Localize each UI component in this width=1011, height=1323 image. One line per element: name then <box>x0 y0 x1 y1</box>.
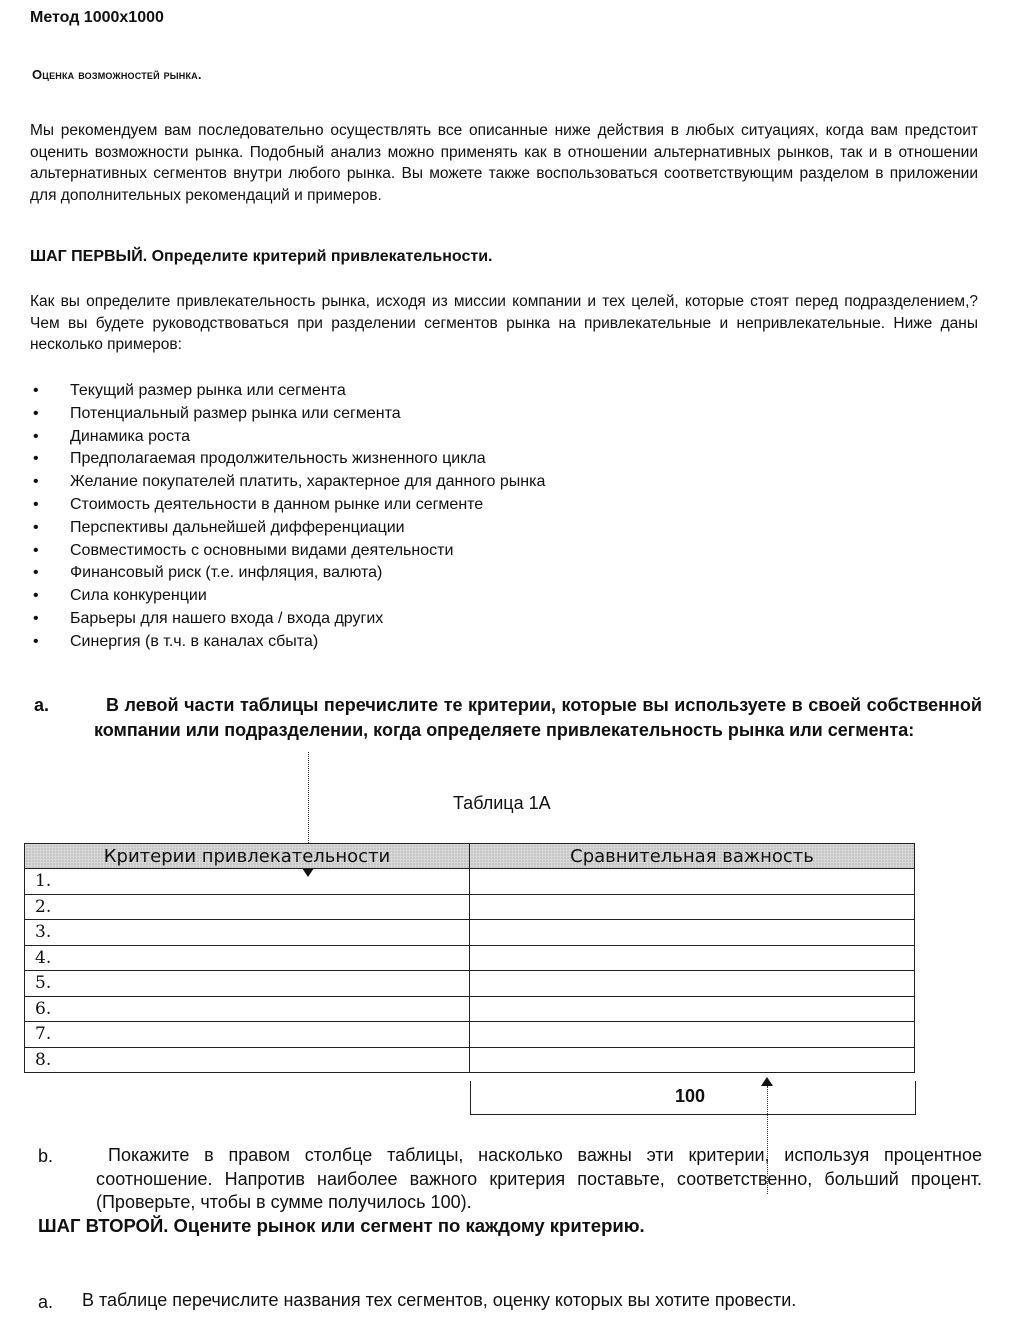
bullet-icon: • <box>33 587 39 605</box>
instruction-a-text: В левой части таблицы перечислите те критерии, которые вы используете в своей собственной компании или подразделении, когда определяете привлекательность рынка или сегмента: <box>94 695 982 740</box>
criteria-text: Сила конкуренции <box>70 587 207 605</box>
instruction-b-text: Покажите в правом столбце таблицы, насколько важны эти критерии, используя процентное соотношение. Напротив наиболее важного критерия поставьте, соответственно, больший процент. (Проверьте, чтобы в сумме получилось 100). <box>96 1145 982 1212</box>
table-row <box>25 894 915 920</box>
bullet-icon: • <box>33 495 39 513</box>
criteria-cell[interactable]: 1. <box>25 869 470 895</box>
criteria-list-item <box>30 585 545 608</box>
importance-column-header: Сравнительная важность <box>470 844 915 869</box>
bullet-icon: • <box>33 609 39 627</box>
bullet-icon: • <box>33 404 39 422</box>
table-row <box>25 920 915 946</box>
criteria-list-item <box>30 380 545 403</box>
table-header-row <box>25 844 915 869</box>
criteria-list-item <box>30 540 545 563</box>
importance-cell[interactable] <box>470 996 915 1022</box>
table-row <box>25 1022 915 1048</box>
criteria-column-header: Критерии привлекательности <box>25 844 470 869</box>
criteria-list-item <box>30 403 545 426</box>
table-row <box>25 869 915 895</box>
total-cell <box>470 1081 916 1115</box>
bullet-icon: • <box>33 450 39 468</box>
criteria-cell[interactable]: 2. <box>25 894 470 920</box>
importance-cell[interactable] <box>470 1047 915 1073</box>
criteria-list-item <box>30 631 545 654</box>
criteria-list-item <box>30 608 545 631</box>
importance-cell[interactable] <box>470 971 915 997</box>
criteria-list <box>30 380 545 654</box>
criteria-text: Потенциальный размер рынка или сегмента <box>70 404 401 422</box>
criteria-text: Текущий размер рынка или сегмента <box>70 382 346 399</box>
bullet-icon: • <box>33 382 39 399</box>
importance-cell[interactable] <box>470 945 915 971</box>
criteria-text: Желание покупателей платить, характерное для данного рынка <box>70 473 546 491</box>
criteria-text: Стоимость деятельности в данном рынке или сегменте <box>70 495 484 513</box>
importance-cell[interactable] <box>470 894 915 920</box>
criteria-cell[interactable]: 3. <box>25 920 470 946</box>
bullet-icon: • <box>33 632 39 650</box>
step-two-a-text: В таблице перечислите названия тех сегментов, оценку которых вы хотите провести. <box>82 1290 797 1310</box>
criteria-text: Динамика роста <box>70 427 190 445</box>
criteria-text: Перспективы дальнейшей дифференциации <box>70 518 405 536</box>
criteria-cell[interactable]: 6. <box>25 996 470 1022</box>
criteria-cell[interactable]: 7. <box>25 1022 470 1048</box>
criteria-text: Предполагаемая продолжительность жизненного цикла <box>70 450 486 468</box>
criteria-list-item <box>30 471 545 494</box>
section-title: Оценка возможностей рынка. <box>32 67 202 82</box>
bullet-icon: • <box>33 427 39 445</box>
table-caption: Таблица 1А <box>453 793 551 813</box>
criteria-list-item <box>30 494 545 517</box>
table-row <box>25 1047 915 1073</box>
bullet-icon: • <box>33 518 39 536</box>
step-two-heading: ШАГ ВТОРОЙ. Оцените рынок или сегмент по каждому критерию. <box>38 1215 645 1236</box>
importance-cell[interactable] <box>470 1022 915 1048</box>
criteria-cell[interactable]: 8. <box>25 1047 470 1073</box>
instruction-a-marker: a. <box>34 695 50 715</box>
importance-cell[interactable] <box>470 920 915 946</box>
method-title: Метод 1000х1000 <box>30 9 164 26</box>
attractiveness-table <box>24 843 915 1073</box>
table-row <box>25 971 915 997</box>
criteria-cell[interactable]: 5. <box>25 971 470 997</box>
criteria-cell[interactable]: 4. <box>25 945 470 971</box>
criteria-list-item <box>30 426 545 449</box>
step-one-question: Как вы определите привлекательность рынка, исходя из миссии компании и тех целей, которые стоят перед подразделением,? Чем вы будете руководствоваться при разделении сегментов рынка на привлекательные и непривлекательные. Ниже даны несколько примеров: <box>30 293 978 353</box>
bullet-icon: • <box>33 473 39 491</box>
criteria-text: Финансовый риск (т.е. инфляция, валюта) <box>70 564 383 582</box>
table-row <box>25 996 915 1022</box>
total-value: 100 <box>675 1086 706 1106</box>
bullet-icon: • <box>33 564 39 582</box>
table-row <box>25 945 915 971</box>
criteria-list-item <box>30 517 545 540</box>
bullet-icon: • <box>33 541 39 559</box>
importance-cell[interactable] <box>470 869 915 895</box>
step-one-heading: ШАГ ПЕРВЫЙ. Определите критерий привлекательности. <box>30 248 493 265</box>
criteria-text: Синергия (в т.ч. в каналах сбыта) <box>70 632 319 650</box>
intro-paragraph: Мы рекомендуем вам последовательно осуществлять все описанные ниже действия в любых ситуациях, когда вам предстоит оценить возможности рынка. Подобный анализ можно применять как в отношении альтернативных рынков, так и в отношении альтернативных сегментов внутри любого рынка. Вы можете также воспользоваться соответствующим разделом в приложении для дополнительных рекомендаций и примеров. <box>30 122 978 204</box>
criteria-text: Совместимость с основными видами деятельности <box>70 541 454 559</box>
pointer-arrow-up-icon <box>761 1077 773 1086</box>
criteria-list-item <box>30 448 545 471</box>
instruction-b-marker: b. <box>38 1146 54 1166</box>
criteria-text: Барьеры для нашего входа / входа других <box>70 609 384 627</box>
criteria-list-item <box>30 562 545 585</box>
step-two-a-marker: a. <box>38 1292 54 1312</box>
